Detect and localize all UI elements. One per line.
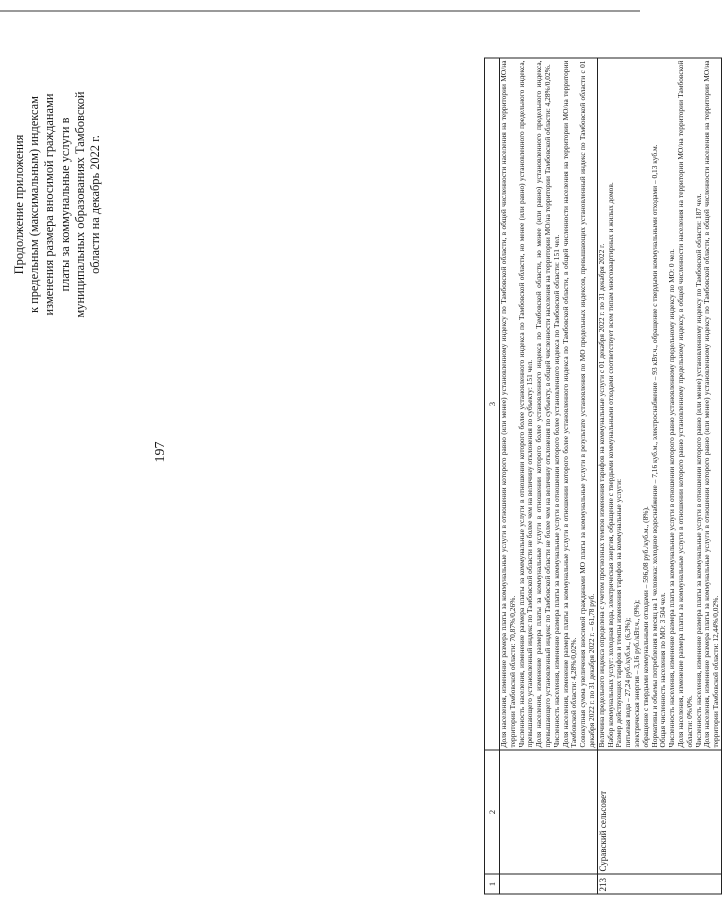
caption-line: области на декабрь 2022 г. [88, 135, 103, 274]
page-number: 197 [153, 441, 168, 463]
caption-line: муниципальных образованиях Тамбовской [72, 91, 87, 318]
column-header: 3 [485, 58, 500, 750]
row-description [500, 58, 598, 750]
description-paragraph: Нормативы и объемы потребления в месяц на 1 человека: холодное водоснабжение – 7,16 куб.м., электроснабжение – 93 кВт.ч., обращение с твердыми коммунальными отходами – 0,13 куб.м. [649, 144, 659, 748]
description-paragraph: Численность населения, изменение размера платы за коммунальные услуги в отношении которого более установленного индекса по Тамбовской области, но менее (или равно) установленного предельного индекса, превышающего установленный индекс по Тамбовской области не более чем на величину отклонения по субъекту: 151 чел. [516, 60, 535, 748]
caption-line: к предельным (максимальным) индексам [27, 95, 42, 314]
description-paragraph: Совокупная сумма увеличения вносимой гражданами МО платы за коммунальные услуги в результате установления по МО предельных индексов, превышающих установленный индекс по Тамбовской области с 01 декабря 2022 г. по 31 декабря 2022 г. – 61,78 руб. [578, 60, 596, 748]
column-header: 2 [485, 750, 500, 874]
table-header-row [485, 58, 500, 894]
description-paragraph: Численность населения, изменение размера платы за коммунальные услуги в отношении которого более установленного индекса по Тамбовской области: 151 чел. [551, 234, 561, 748]
description-paragraph: Численность населения, изменение размера платы за коммунальные услуги в отношении которого равно (или менее) установленному индексу по Тамбовской области: 187 чел. [693, 193, 703, 748]
description-paragraph: Набор коммунальных услуг: холодная вода, электрическая энергия, обращение с твердыми коммунальными отходами соответствует всем типам многоквартирных и жилых домов. [605, 182, 615, 748]
table-row [500, 58, 598, 894]
row-number [500, 874, 598, 894]
description-paragraph: Доля населения, изменение размера платы за коммунальные услуги в отношении которого равно (или менее) установленному индексу по Тамбовской области, в общей численности населения на территории МО/на территории Тамбовской области: 12,44%/0,02%. [702, 60, 721, 748]
column-header: 1 [485, 874, 500, 894]
appendix-caption [12, 40, 103, 370]
description-paragraph: питьевая вода – 27,24 руб./куб.м., (6,3%); [623, 617, 633, 748]
table-row [597, 58, 721, 894]
description-paragraph: обращение с твердыми коммунальными отходами – 596,08 руб./куб.м., (8%). [640, 506, 650, 748]
municipality-name [500, 750, 598, 874]
caption-line: изменения размера вносимой гражданами [42, 93, 57, 316]
description-paragraph: Доля населения, изменение размера платы за коммунальные услуги в отношении которого более установленного индекса по Тамбовской области, в общей численности населения на территории МО/на территории Тамбовской области: 4,28%/0,02%. [560, 60, 579, 748]
caption-line: Продолжение приложения [12, 134, 26, 275]
description-paragraph: Размер действующих тарифов и темпы изменения тарифов на коммунальные услуги: [614, 478, 624, 748]
description-paragraph: Доля населения, изменение размера платы за коммунальные услуги в отношении которого более установленного индекса по Тамбовской области, но менее (или равно) установленного предельного индекса, превышающего установленный индекс по Тамбовской области не более чем на величину отклонения по субъекту, в общей численности населения на территории МО/на территории Тамбовской области: 4,28%/0,02%. [534, 60, 552, 748]
description-paragraph: Доля населения, изменение размера платы за коммунальные услуги в отношении которого равно установленному предельному индексу, в общей численности населения на территории МО/на территории Тамбовской области: 0%/0%. [675, 60, 694, 748]
indices-table [484, 58, 722, 895]
description-paragraph: Численность населения, изменение размера платы за коммунальные услуги в отношении которого равно установленному предельному индексу по МО: 0 чел. [667, 249, 677, 748]
description-paragraph: Доля населения, изменение размера платы за коммунальные услуги в отношении которого равно (или менее) установленному индексу по Тамбовской области, в общей численности населения на территории МО/на территории Тамбовской области: 70,87%/0,26%. [499, 60, 517, 748]
row-number: 213 [597, 874, 721, 894]
municipality-name: Суравский сельсовет [597, 750, 721, 874]
description-paragraph: Величина предельного индекса определена с учетом прогнозных темпов изменения тарифов на коммунальные услуги с 01 декабря 2022 г. по 31 декабря 2022 г. [596, 243, 606, 748]
description-paragraph: электрическая энергия – 3,16 руб./кВт.ч., (9%); [631, 599, 641, 748]
row-description [597, 58, 721, 750]
caption-line: платы за коммунальные услуги в [57, 117, 72, 292]
description-paragraph: Общая численность населения по МО: 3 504 чел. [658, 592, 668, 748]
